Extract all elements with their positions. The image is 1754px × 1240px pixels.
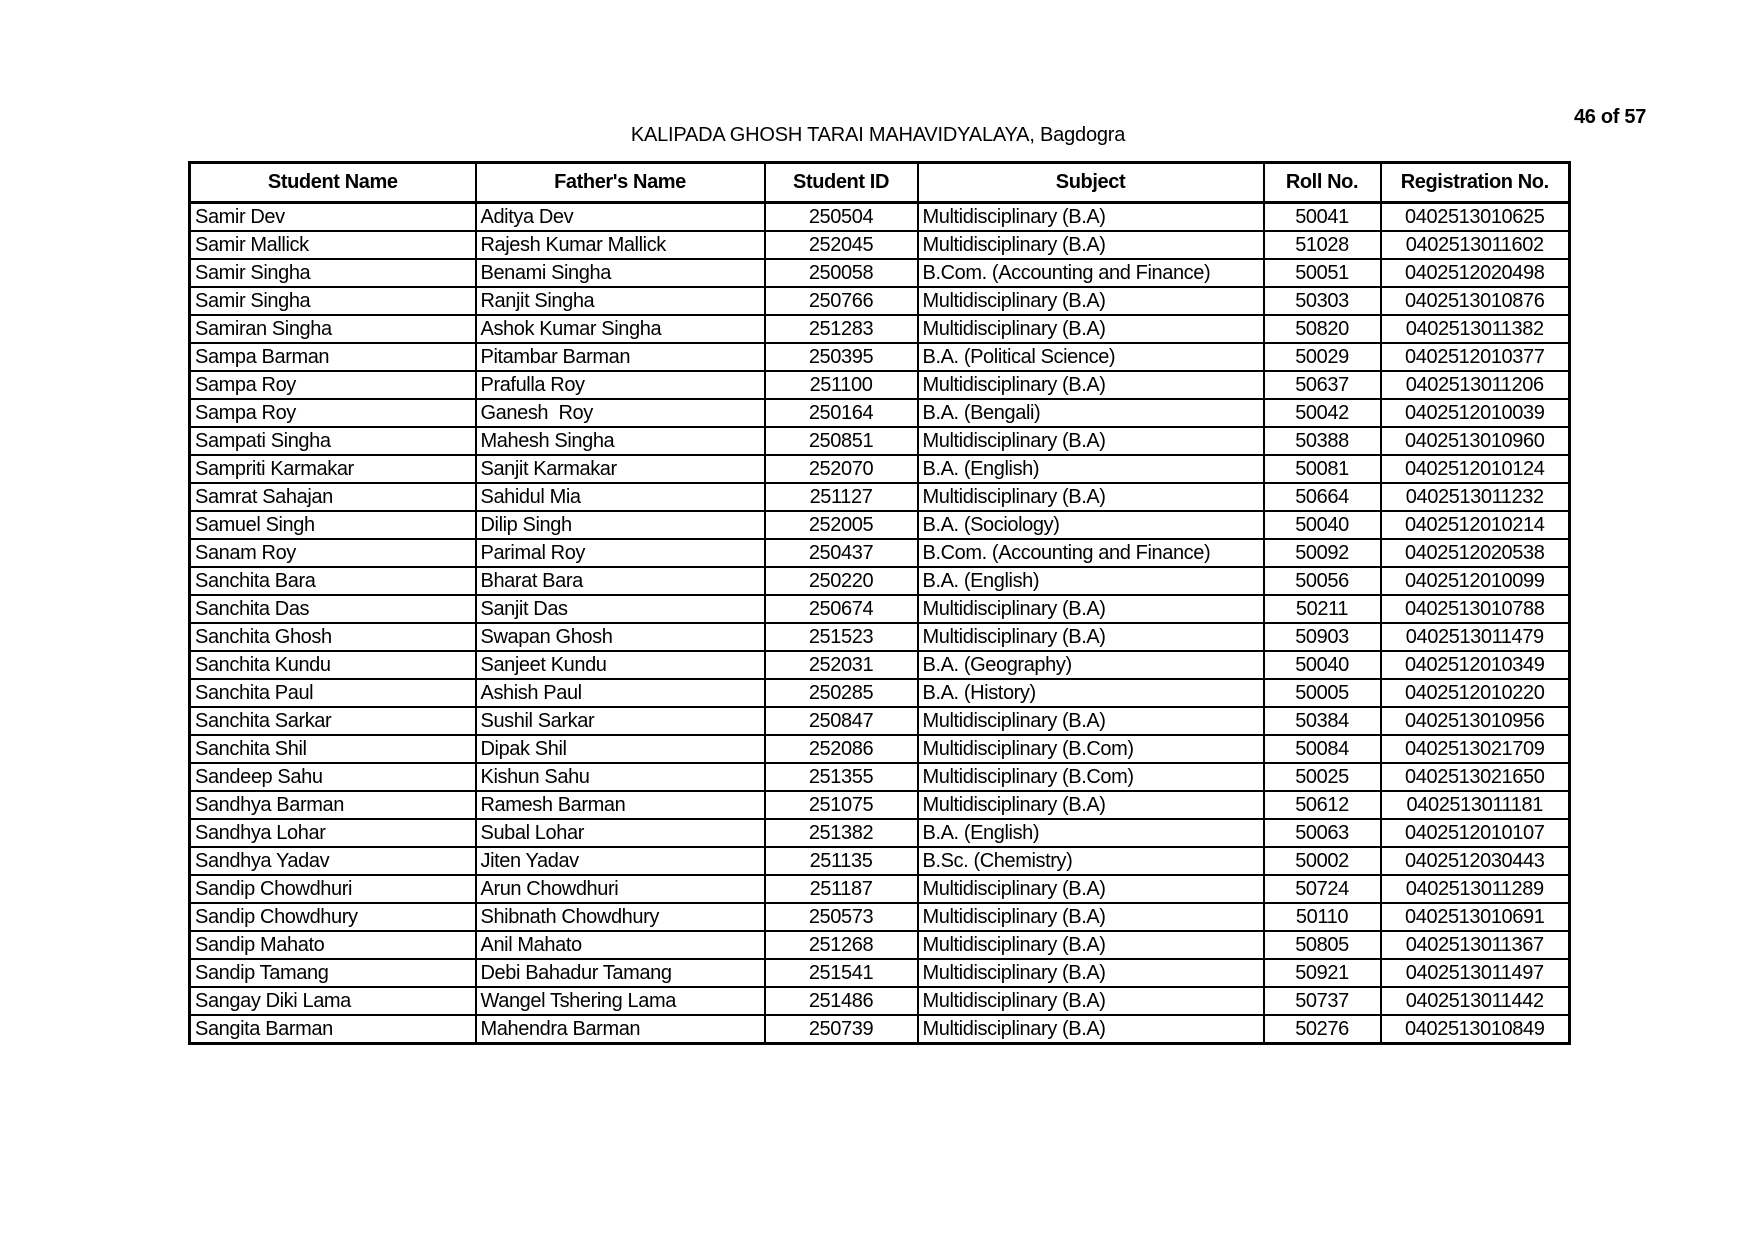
cell-student-id: 250739 <box>765 1015 918 1044</box>
table-row <box>190 903 1570 931</box>
cell-registration-no: 0402513011442 <box>1381 987 1570 1015</box>
cell-student-name: Samir Singha <box>190 259 476 287</box>
cell-student-name: Sandhya Yadav <box>190 847 476 875</box>
cell-fathers-name: Ramesh Barman <box>476 791 765 819</box>
cell-registration-no: 0402513011479 <box>1381 623 1570 651</box>
cell-student-name: Sandip Chowdhuri <box>190 875 476 903</box>
cell-fathers-name: Debi Bahadur Tamang <box>476 959 765 987</box>
cell-subject: Multidisciplinary (B.A) <box>918 987 1264 1015</box>
cell-fathers-name: Shibnath Chowdhury <box>476 903 765 931</box>
cell-roll-no: 50092 <box>1264 539 1381 567</box>
cell-fathers-name: Rajesh Kumar Mallick <box>476 231 765 259</box>
column-header-subject: Subject <box>918 163 1264 203</box>
cell-student-name: Sampriti Karmakar <box>190 455 476 483</box>
cell-student-name: Sanchita Bara <box>190 567 476 595</box>
cell-roll-no: 50110 <box>1264 903 1381 931</box>
cell-registration-no: 0402512010214 <box>1381 511 1570 539</box>
cell-fathers-name: Swapan Ghosh <box>476 623 765 651</box>
cell-subject: B.A. (English) <box>918 819 1264 847</box>
cell-fathers-name: Sushil Sarkar <box>476 707 765 735</box>
cell-student-id: 250851 <box>765 427 918 455</box>
table-row <box>190 343 1570 371</box>
cell-roll-no: 50005 <box>1264 679 1381 707</box>
cell-roll-no: 50029 <box>1264 343 1381 371</box>
column-header-student-name: Student Name <box>190 163 476 203</box>
cell-subject: B.A. (English) <box>918 567 1264 595</box>
table-row <box>190 735 1570 763</box>
cell-student-name: Sandip Mahato <box>190 931 476 959</box>
cell-student-name: Sandip Chowdhury <box>190 903 476 931</box>
cell-registration-no: 0402512010039 <box>1381 399 1570 427</box>
cell-student-name: Sampati Singha <box>190 427 476 455</box>
table-row <box>190 203 1570 232</box>
cell-roll-no: 50637 <box>1264 371 1381 399</box>
cell-roll-no: 50081 <box>1264 455 1381 483</box>
cell-student-name: Sangay Diki Lama <box>190 987 476 1015</box>
cell-registration-no: 0402513011497 <box>1381 959 1570 987</box>
cell-student-name: Sanchita Kundu <box>190 651 476 679</box>
cell-registration-no: 0402512030443 <box>1381 847 1570 875</box>
cell-roll-no: 50921 <box>1264 959 1381 987</box>
cell-fathers-name: Mahendra Barman <box>476 1015 765 1044</box>
cell-subject: Multidisciplinary (B.Com) <box>918 763 1264 791</box>
cell-registration-no: 0402513011232 <box>1381 483 1570 511</box>
cell-fathers-name: Sanjeet Kundu <box>476 651 765 679</box>
cell-student-name: Sanchita Sarkar <box>190 707 476 735</box>
cell-student-id: 250058 <box>765 259 918 287</box>
cell-roll-no: 51028 <box>1264 231 1381 259</box>
cell-roll-no: 50042 <box>1264 399 1381 427</box>
cell-subject: B.Com. (Accounting and Finance) <box>918 539 1264 567</box>
cell-student-id: 251523 <box>765 623 918 651</box>
cell-student-id: 250766 <box>765 287 918 315</box>
cell-roll-no: 50040 <box>1264 511 1381 539</box>
cell-subject: Multidisciplinary (B.A) <box>918 623 1264 651</box>
cell-student-name: Sanchita Das <box>190 595 476 623</box>
cell-subject: Multidisciplinary (B.A) <box>918 203 1264 232</box>
table-row <box>190 875 1570 903</box>
cell-roll-no: 50211 <box>1264 595 1381 623</box>
cell-roll-no: 50063 <box>1264 819 1381 847</box>
cell-student-id: 251135 <box>765 847 918 875</box>
cell-fathers-name: Parimal Roy <box>476 539 765 567</box>
cell-fathers-name: Ganesh Roy <box>476 399 765 427</box>
cell-subject: Multidisciplinary (B.A) <box>918 427 1264 455</box>
cell-student-id: 250504 <box>765 203 918 232</box>
cell-student-id: 250674 <box>765 595 918 623</box>
table-row <box>190 959 1570 987</box>
cell-roll-no: 50025 <box>1264 763 1381 791</box>
table-row <box>190 259 1570 287</box>
cell-subject: Multidisciplinary (B.A) <box>918 371 1264 399</box>
cell-student-name: Sampa Barman <box>190 343 476 371</box>
cell-subject: B.A. (History) <box>918 679 1264 707</box>
cell-registration-no: 0402513010956 <box>1381 707 1570 735</box>
cell-student-id: 251100 <box>765 371 918 399</box>
cell-registration-no: 0402513011367 <box>1381 931 1570 959</box>
table-body <box>190 203 1570 1044</box>
cell-student-name: Samrat Sahajan <box>190 483 476 511</box>
cell-student-name: Samir Mallick <box>190 231 476 259</box>
cell-subject: Multidisciplinary (B.A) <box>918 595 1264 623</box>
cell-fathers-name: Kishun Sahu <box>476 763 765 791</box>
cell-student-id: 252045 <box>765 231 918 259</box>
cell-roll-no: 50384 <box>1264 707 1381 735</box>
cell-fathers-name: Mahesh Singha <box>476 427 765 455</box>
cell-student-id: 251541 <box>765 959 918 987</box>
table-row <box>190 707 1570 735</box>
table-row <box>190 483 1570 511</box>
cell-roll-no: 50805 <box>1264 931 1381 959</box>
cell-subject: B.Com. (Accounting and Finance) <box>918 259 1264 287</box>
table-row <box>190 623 1570 651</box>
cell-roll-no: 50040 <box>1264 651 1381 679</box>
cell-roll-no: 50303 <box>1264 287 1381 315</box>
cell-student-name: Samuel Singh <box>190 511 476 539</box>
cell-student-id: 252070 <box>765 455 918 483</box>
cell-student-name: Sandip Tamang <box>190 959 476 987</box>
cell-subject: Multidisciplinary (B.A) <box>918 875 1264 903</box>
table-row <box>190 763 1570 791</box>
cell-subject: Multidisciplinary (B.A) <box>918 959 1264 987</box>
table-row <box>190 595 1570 623</box>
cell-student-name: Sandeep Sahu <box>190 763 476 791</box>
cell-student-id: 251187 <box>765 875 918 903</box>
cell-fathers-name: Dilip Singh <box>476 511 765 539</box>
table-row <box>190 819 1570 847</box>
cell-registration-no: 0402512010377 <box>1381 343 1570 371</box>
cell-roll-no: 50276 <box>1264 1015 1381 1044</box>
cell-student-name: Sanchita Ghosh <box>190 623 476 651</box>
table-row <box>190 847 1570 875</box>
cell-subject: Multidisciplinary (B.A) <box>918 315 1264 343</box>
cell-roll-no: 50820 <box>1264 315 1381 343</box>
table-row <box>190 567 1570 595</box>
cell-registration-no: 0402513011206 <box>1381 371 1570 399</box>
table-row <box>190 455 1570 483</box>
cell-fathers-name: Pitambar Barman <box>476 343 765 371</box>
cell-student-id: 252086 <box>765 735 918 763</box>
cell-subject: Multidisciplinary (B.A) <box>918 1015 1264 1044</box>
cell-registration-no: 0402513010849 <box>1381 1015 1570 1044</box>
table-row <box>190 987 1570 1015</box>
cell-roll-no: 50737 <box>1264 987 1381 1015</box>
cell-student-name: Samir Dev <box>190 203 476 232</box>
cell-roll-no: 50664 <box>1264 483 1381 511</box>
table-row <box>190 315 1570 343</box>
cell-fathers-name: Ashok Kumar Singha <box>476 315 765 343</box>
cell-student-id: 251283 <box>765 315 918 343</box>
cell-fathers-name: Jiten Yadav <box>476 847 765 875</box>
table-row <box>190 287 1570 315</box>
cell-roll-no: 50056 <box>1264 567 1381 595</box>
cell-student-id: 250220 <box>765 567 918 595</box>
cell-subject: Multidisciplinary (B.A) <box>918 707 1264 735</box>
cell-fathers-name: Ashish Paul <box>476 679 765 707</box>
header-row <box>190 163 1570 203</box>
cell-student-id: 251382 <box>765 819 918 847</box>
cell-student-id: 251075 <box>765 791 918 819</box>
cell-fathers-name: Prafulla Roy <box>476 371 765 399</box>
cell-registration-no: 0402513011289 <box>1381 875 1570 903</box>
cell-student-name: Samir Singha <box>190 287 476 315</box>
table-row <box>190 231 1570 259</box>
cell-registration-no: 0402512010099 <box>1381 567 1570 595</box>
cell-student-name: Sanchita Shil <box>190 735 476 763</box>
cell-subject: Multidisciplinary (B.Com) <box>918 735 1264 763</box>
cell-registration-no: 0402513010876 <box>1381 287 1570 315</box>
cell-registration-no: 0402513010691 <box>1381 903 1570 931</box>
cell-fathers-name: Benami Singha <box>476 259 765 287</box>
cell-subject: Multidisciplinary (B.A) <box>918 231 1264 259</box>
cell-student-name: Sanchita Paul <box>190 679 476 707</box>
cell-subject: B.A. (Political Science) <box>918 343 1264 371</box>
cell-registration-no: 0402512010124 <box>1381 455 1570 483</box>
cell-roll-no: 50051 <box>1264 259 1381 287</box>
table-row <box>190 679 1570 707</box>
cell-student-name: Sandhya Barman <box>190 791 476 819</box>
cell-fathers-name: Dipak Shil <box>476 735 765 763</box>
table-row <box>190 1015 1570 1044</box>
cell-subject: B.A. (Bengali) <box>918 399 1264 427</box>
cell-subject: B.A. (English) <box>918 455 1264 483</box>
table-row <box>190 539 1570 567</box>
cell-student-id: 251486 <box>765 987 918 1015</box>
cell-fathers-name: Sanjit Das <box>476 595 765 623</box>
table-row <box>190 651 1570 679</box>
cell-roll-no: 50903 <box>1264 623 1381 651</box>
cell-student-id: 252005 <box>765 511 918 539</box>
cell-fathers-name: Sahidul Mia <box>476 483 765 511</box>
cell-fathers-name: Anil Mahato <box>476 931 765 959</box>
cell-roll-no: 50002 <box>1264 847 1381 875</box>
cell-student-id: 251127 <box>765 483 918 511</box>
cell-fathers-name: Aditya Dev <box>476 203 765 232</box>
cell-student-id: 251355 <box>765 763 918 791</box>
cell-registration-no: 0402512010220 <box>1381 679 1570 707</box>
cell-roll-no: 50041 <box>1264 203 1381 232</box>
table-row <box>190 791 1570 819</box>
cell-student-id: 250573 <box>765 903 918 931</box>
cell-registration-no: 0402513010788 <box>1381 595 1570 623</box>
cell-subject: B.A. (Geography) <box>918 651 1264 679</box>
cell-registration-no: 0402513010960 <box>1381 427 1570 455</box>
cell-student-id: 250437 <box>765 539 918 567</box>
cell-student-id: 252031 <box>765 651 918 679</box>
cell-subject: B.A. (Sociology) <box>918 511 1264 539</box>
table-row <box>190 399 1570 427</box>
cell-registration-no: 0402513021650 <box>1381 763 1570 791</box>
table-row <box>190 931 1570 959</box>
cell-registration-no: 0402513011382 <box>1381 315 1570 343</box>
cell-registration-no: 0402512020498 <box>1381 259 1570 287</box>
cell-registration-no: 0402512020538 <box>1381 539 1570 567</box>
cell-registration-no: 0402512010107 <box>1381 819 1570 847</box>
cell-subject: Multidisciplinary (B.A) <box>918 931 1264 959</box>
cell-roll-no: 50388 <box>1264 427 1381 455</box>
cell-student-id: 251268 <box>765 931 918 959</box>
cell-roll-no: 50084 <box>1264 735 1381 763</box>
cell-student-id: 250847 <box>765 707 918 735</box>
cell-fathers-name: Sanjit Karmakar <box>476 455 765 483</box>
cell-fathers-name: Wangel Tshering Lama <box>476 987 765 1015</box>
cell-student-name: Samiran Singha <box>190 315 476 343</box>
cell-subject: Multidisciplinary (B.A) <box>918 287 1264 315</box>
table-row <box>190 427 1570 455</box>
cell-student-name: Sangita Barman <box>190 1015 476 1044</box>
cell-subject: Multidisciplinary (B.A) <box>918 791 1264 819</box>
cell-registration-no: 0402512010349 <box>1381 651 1570 679</box>
cell-roll-no: 50612 <box>1264 791 1381 819</box>
table-row <box>190 371 1570 399</box>
cell-roll-no: 50724 <box>1264 875 1381 903</box>
table-header <box>190 163 1570 203</box>
column-header-roll-no: Roll No. <box>1264 163 1381 203</box>
cell-student-id: 250395 <box>765 343 918 371</box>
cell-subject: Multidisciplinary (B.A) <box>918 903 1264 931</box>
page-title: KALIPADA GHOSH TARAI MAHAVIDYALAYA, Bagdogra <box>630 124 1126 146</box>
cell-registration-no: 0402513011181 <box>1381 791 1570 819</box>
cell-student-id: 250164 <box>765 399 918 427</box>
cell-subject: Multidisciplinary (B.A) <box>918 483 1264 511</box>
cell-fathers-name: Bharat Bara <box>476 567 765 595</box>
cell-registration-no: 0402513010625 <box>1381 203 1570 232</box>
cell-subject: B.Sc. (Chemistry) <box>918 847 1264 875</box>
student-roster-table <box>188 161 1571 1045</box>
column-header-student-id: Student ID <box>765 163 918 203</box>
cell-student-name: Sampa Roy <box>190 399 476 427</box>
column-header-registration-no: Registration No. <box>1381 163 1570 203</box>
cell-fathers-name: Subal Lohar <box>476 819 765 847</box>
cell-student-name: Sandhya Lohar <box>190 819 476 847</box>
cell-student-id: 250285 <box>765 679 918 707</box>
cell-fathers-name: Arun Chowdhuri <box>476 875 765 903</box>
cell-registration-no: 0402513011602 <box>1381 231 1570 259</box>
table-row <box>190 511 1570 539</box>
cell-registration-no: 0402513021709 <box>1381 735 1570 763</box>
column-header-fathers-name: Father's Name <box>476 163 765 203</box>
cell-fathers-name: Ranjit Singha <box>476 287 765 315</box>
cell-student-name: Sampa Roy <box>190 371 476 399</box>
page-number: 46 of 57 <box>1573 106 1647 128</box>
cell-student-name: Sanam Roy <box>190 539 476 567</box>
